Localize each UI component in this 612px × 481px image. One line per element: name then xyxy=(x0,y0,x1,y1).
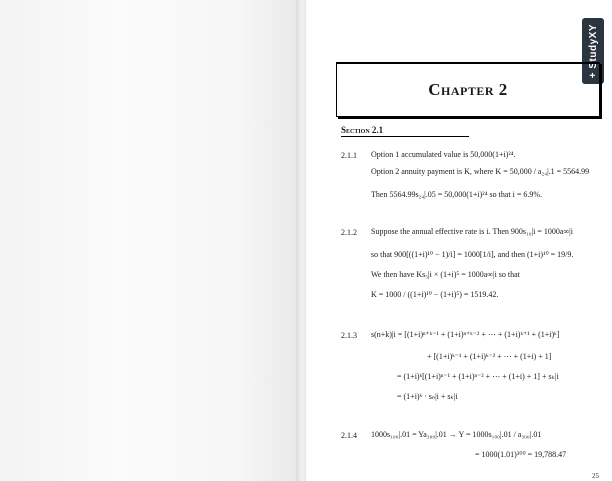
section-heading: Section 2.1 xyxy=(341,125,384,135)
problem-line: Option 1 accumulated value is 50,000(1+i)²⁴. xyxy=(371,150,516,159)
problem-line: 1000s₁₀₀|.01 = Ya₃₀₀|.01 → Y = 1000s₁₀₀|.01 / a₃₀₀|.01 xyxy=(371,430,542,439)
problem-line: Option 2 annuity payment is K, where K = 50,000 / a₂₄|.1 = 5564.99 xyxy=(371,167,590,176)
problem-line: Suppose the annual effective rate is i. Then 900s₁₀|i = 1000a∞|i xyxy=(371,227,573,236)
chapter-header-box xyxy=(336,62,600,117)
problem-line: = (1+i)ᵏ[(1+i)ⁿ⁻¹ + (1+i)ⁿ⁻² + ⋯ + (1+i) + 1] + sₖ|i xyxy=(397,372,559,381)
badge-label: + StudyXY xyxy=(587,23,599,79)
problem-line: + [(1+i)ᵏ⁻¹ + (1+i)ᵏ⁻² + ⋯ + (1+i) + 1] xyxy=(427,352,552,361)
left-page xyxy=(0,0,300,481)
problem-number: 2.1.2 xyxy=(341,228,357,237)
problem-number: 2.1.3 xyxy=(341,331,357,340)
problem-number: 2.1.1 xyxy=(341,151,357,160)
problem-number: 2.1.4 xyxy=(341,431,357,440)
section-underline xyxy=(341,136,469,137)
problem-line: so that 900[((1+i)¹⁰ − 1)/i] = 1000[1/i], and then (1+i)¹⁰ = 19/9. xyxy=(371,250,574,259)
problem-line: Then 5564.99s₂₄|.05 = 50,000(1+i)²⁴ so that i = 6.9%. xyxy=(371,190,542,199)
problem-line: s(n+k)|i = [(1+i)ⁿ⁺ᵏ⁻¹ + (1+i)ⁿ⁺ᵏ⁻² + ⋯ + (1+i)ᵏ⁺¹ + (1+i)ᵏ] xyxy=(371,330,560,339)
page-number: 25 xyxy=(592,472,599,480)
problem-line: = (1+i)ᵏ · sₙ|i + sₖ|i xyxy=(397,392,458,401)
problem-line: We then have Ks₅|i × (1+i)⁵ = 1000a∞|i so that xyxy=(371,270,520,279)
chapter-title: Chapter 2 xyxy=(428,80,508,99)
problem-line: = 1000(1.01)³⁰⁰ = 19,788.47 xyxy=(475,450,567,459)
problem-line: K = 1000 / ((1+i)¹⁰ − (1+i)⁵) = 1519.42. xyxy=(371,290,499,299)
